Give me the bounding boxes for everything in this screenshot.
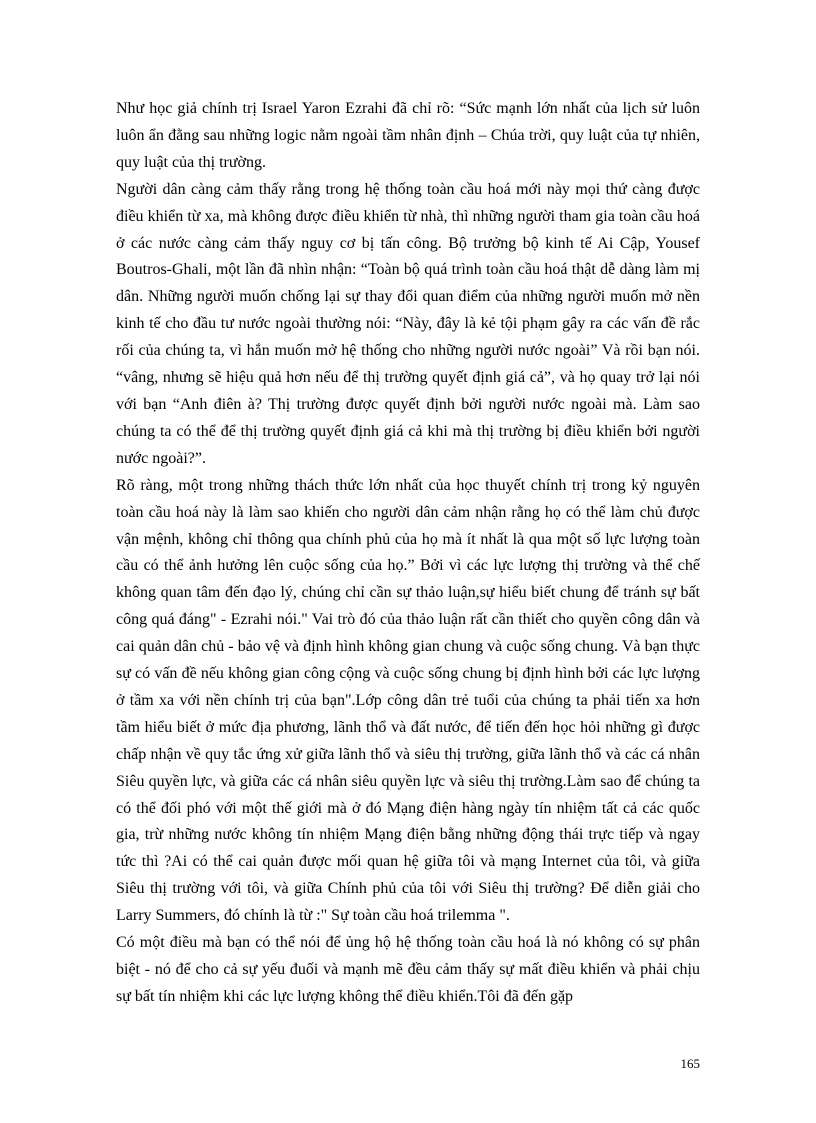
paragraph-no-discrimination: Có một điều mà bạn có thể nói để ủng hộ hệ thống toàn cầu hoá là nó không có sự phân biệt - nó để cho cả sự yếu đuối và mạnh mẽ đều cảm thấy sự mất điều khiển và phải chịu sự bất tín nhiệm khi các lực lượng không thể điều khiển.Tôi đã đến gặp <box>116 934 700 1005</box>
body-text <box>116 96 700 1011</box>
page-number: 165 <box>680 1056 700 1071</box>
paragraph-remote-control: Người dân càng cảm thấy rằng trong hệ thống toàn cầu hoá mới này mọi thứ càng được điều khiển từ xa, mà không được điều khiển từ nhà, thì những người tham gia toàn cầu hoá ở các nước càng cảm thấy nguy cơ bị tấn công. Bộ trưởng bộ kinh tế Ai Cập, Yousef Boutros-Ghali, một lần đã nhìn nhận: “Toàn bộ quá trình toàn cầu hoá thật dễ dàng làm mị dân. Những người muốn chống lại sự thay đổi quan điểm của những người muốn mở nền kinh tế cho đầu tư nước ngoài thường nói: “Này, đây là kẻ tội phạm gây ra các vấn đề rắc rối của chúng ta, vì hắn muốn mở hệ thống cho những người nước ngoài” Và rồi bạn nói. “vâng, nhưng sẽ hiệu quả hơn nếu để thị trường quyết định giá cả”, và họ quay trở lại nói với bạn “Anh điên à? Thị trường được quyết định bởi người nước ngoài mà. Làm sao chúng ta có thể để thị trường quyết định giá cả khi mà thị trường bị điều khiển bởi người nước ngoài?”. <box>116 180 700 467</box>
paragraph-political-challenge: Rõ ràng, một trong những thách thức lớn nhất của học thuyết chính trị trong kỷ nguyên toàn cầu hoá này là làm sao khiến cho người dân cảm nhận rằng họ có thể làm chủ được vận mệnh, không chỉ thông qua chính phủ của họ mà ít nhất là qua một số lực lượng toàn cầu có thể ảnh hưởng lên cuộc sống của họ.” Bởi vì các lực lượng thị trường và thể chế không quan tâm đến đạo lý, chúng chỉ cần sự thảo luận,sự hiểu biết chung để tránh sự bất công quá đáng" - Ezrahi nói." Vai trò đó của thảo luận rất cần thiết cho quyền công dân và cai quản dân chủ - bảo vệ và định hình không gian chung và cuộc sống chung. Và bạn thực sự có vấn đề nếu không gian công cộng và cuộc sống chung bị định hình bởi các lực lượng ở tầm xa với nền chính trị của bạn".Lớp công dân trẻ tuổi của chúng ta phải tiến xa hơn tầm hiểu biết ở mức địa phương, lãnh thổ và đất nước, để tiến đến học hỏi những gì được chấp nhận về quy tắc ứng xử giữa lãnh thổ và siêu thị trường, giữa lãnh thổ và các cá nhân Siêu quyền lực, và giữa các cá nhân siêu quyền lực và siêu thị trường.Làm sao để chúng ta có thể đối phó với một thế giới mà ở đó Mạng điện hàng ngày tín nhiệm tất cả các quốc gia, trừ những nước không tín nhiệm Mạng điện bằng những động thái trực tiếp và ngay tức thì ?Ai có thể cai quản được mối quan hệ giữa tôi và mạng Internet của tôi, và giữa Siêu thị trường với tôi, và giữa Chính phủ của tôi với Siêu thị trường? Để diễn giải cho Larry Summers, đó chính là từ :" Sự toàn cầu hoá trilemma ". <box>116 476 700 925</box>
paragraph-ezrahi-quote: Như học giả chính trị Israel Yaron Ezrahi đã chỉ rõ: “Sức mạnh lớn nhất của lịch sử luôn luôn ẩn đằng sau những logic nằm ngoài tầm nhân định – Chúa trời, quy luật của tự nhiên, quy luật của thị trường. <box>116 100 700 171</box>
